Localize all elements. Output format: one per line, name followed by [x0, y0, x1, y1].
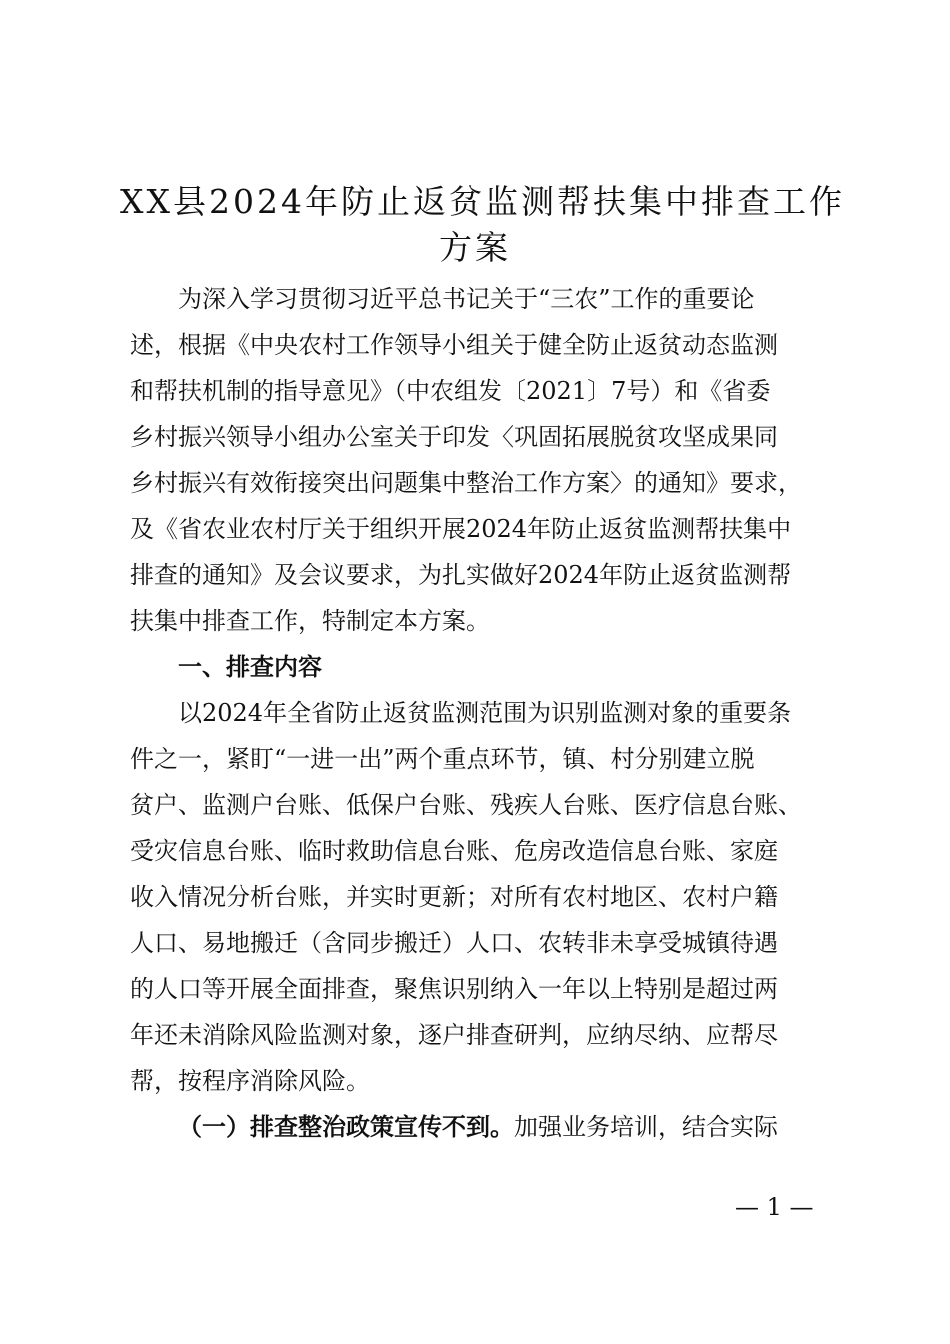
page-number: — 1 —	[735, 1193, 814, 1221]
section-line: 贫户、监测户台账、低保户台账、残疾人台账、医疗信息台账、	[130, 791, 802, 819]
intro-line: 述，根据《中央农村工作领导小组关于健全防止返贫动态监测	[130, 331, 778, 359]
section-line: 年还未消除风险监测对象，逐户排查研判，应纳尽纳、应帮尽	[130, 1021, 778, 1049]
intro-line: 和帮扶机制的指导意见》（中农组发〔2021〕7号）和《省委	[130, 377, 771, 405]
intro-line: 扶集中排查工作，特制定本方案。	[130, 607, 490, 635]
document-title-line-1: XX县2024年防止返贫监测帮扶集中排查工作	[120, 182, 845, 221]
intro-line: 乡村振兴有效衔接突出问题集中整治工作方案〉的通知》要求，	[130, 469, 802, 497]
section-line: 以2024年全省防止返贫监测范围为识别监测对象的重要条	[178, 699, 792, 727]
intro-line: 及《省农业农村厅关于组织开展2024年防止返贫监测帮扶集中	[130, 515, 792, 543]
intro-line: 排查的通知》及会议要求，为扎实做好2024年防止返贫监测帮	[130, 561, 792, 589]
section-line: 收入情况分析台账，并实时更新；对所有农村地区、农村户籍	[130, 883, 778, 911]
subsection-1-line	[178, 1110, 778, 1144]
section-line: 的人口等开展全面排查，聚焦识别纳入一年以上特别是超过两	[130, 975, 778, 1003]
section-line: 件之一，紧盯“一进一出”两个重点环节，镇、村分别建立脱	[130, 745, 755, 773]
intro-line: 乡村振兴领导小组办公室关于印发〈巩固拓展脱贫攻坚成果同	[130, 423, 778, 451]
section-heading-1: 一、排查内容	[178, 653, 322, 681]
subsection-1-lead: （一）排查整治政策宣传不到。	[178, 1112, 514, 1141]
section-line: 受灾信息台账、临时救助信息台账、危房改造信息台账、家庭	[130, 837, 778, 865]
intro-line: 为深入学习贯彻习近平总书记关于“三农”工作的重要论	[178, 285, 755, 313]
subsection-1-text: 加强业务培训，结合实际	[514, 1113, 778, 1141]
section-line: 人口、易地搬迁（含同步搬迁）人口、农转非未享受城镇待遇	[130, 929, 778, 957]
section-line: 帮，按程序消除风险。	[130, 1067, 370, 1095]
document-title-line-2: 方案	[439, 228, 511, 267]
